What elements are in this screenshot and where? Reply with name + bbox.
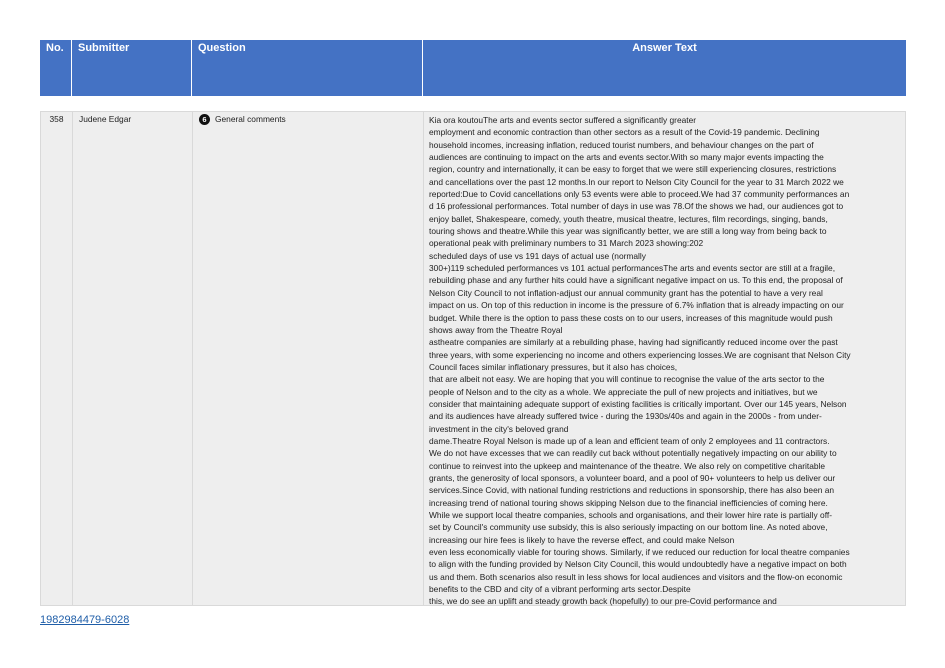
- submission-id-link[interactable]: 1982984479-6028: [40, 614, 130, 626]
- header-submitter: Submitter: [72, 40, 192, 96]
- answer-line: shows away from the Theatre Royal: [429, 324, 563, 335]
- header-question: Question: [192, 40, 423, 96]
- answer-line: people of Nelson and to the city as a whole. We appreciate the pull of new projects and initiatives, but we: [429, 386, 818, 397]
- answer-text-body: [429, 114, 901, 608]
- answer-line: reported:Due to Covid cancellations only 53 events were able to proceed.We had 37 community performances an: [429, 189, 850, 200]
- answer-line: rebuilding phase and any further hits could have a significant negative impact on us. To this end, the proposal of: [429, 275, 843, 286]
- answer-line: employment and economic contraction than other sectors as a result of the Covid-19 pandemic. Declining: [429, 127, 820, 138]
- question-number-icon: 6: [199, 114, 210, 125]
- answer-line: three years, with some experiencing no income and others experiencing losses.We are cognisant that Nelson City: [429, 349, 851, 360]
- answer-line: benefits to the CBD and city of a vibrant performing arts sector.Despite: [429, 584, 691, 595]
- answer-line: that are albeit not easy. We are hoping that you will continue to recognise the value of the arts sector to the: [429, 374, 825, 385]
- answer-line: Nelson City Council to not inflation-adjust our annual community grant has the potential to have a very real: [429, 287, 823, 298]
- answer-line: Kia ora koutouThe arts and events sector suffered a significantly greater: [429, 115, 697, 125]
- answer-line: grants, the generosity of local sponsors, a volunteer board, and a pool of 90+ volunteers to help us deliver our: [429, 472, 836, 483]
- answer-line: 300+)119 scheduled performances vs 101 actual performancesThe arts and events sector are still at a fragile,: [429, 263, 836, 274]
- answer-line: household incomes, increasing inflation, reduced tourist numbers, and behaviour changes on the part of: [429, 139, 814, 150]
- answer-line: us and them. Both scenarios also result in less shows for local audiences and visitors and the flow-on economic: [429, 571, 843, 582]
- answer-line: touring shows and theatre.While this year was significantly better, we are still a long way from being back to: [429, 226, 827, 237]
- row-number: 358: [41, 112, 73, 605]
- answer-line: to align with the funding provided by Nelson City Council, this would undoubtedly have a negative impact on both: [429, 559, 847, 570]
- answer-line: region, country and internationally, it can be easy to forget that we were still experiencing closures, restrictions: [429, 164, 837, 175]
- answer-line: While we support local theatre companies, schools and organisations, and their lower hire rate is partially off-: [429, 510, 832, 520]
- answer-line: increasing trend of national touring shows skipping Nelson due to the financial inefficiencies of coming here.: [429, 497, 828, 508]
- answer-line: and its audiences have already suffered twice - during the 1930s/40s and again in the 2000s - from under-: [429, 411, 822, 422]
- answer-line: and cancellations over the past 12 months.In our report to Nelson City Council for the year to 31 March 2022 we: [429, 176, 844, 187]
- answer-line: scheduled days of use vs 191 days of actual use (normally: [429, 250, 646, 261]
- header-no: No.: [40, 40, 72, 96]
- answer-line: consider that maintaining adequate support of existing facilities is critically important. Over our 145 years, Nelson: [429, 398, 847, 409]
- answer-line: continue to reinvest into the upkeep and maintenance of the theatre. We also rely on competitive charitable: [429, 460, 826, 471]
- answer-line: increasing our hire fees is likely to have the reverse effect, and could make Nelson: [429, 534, 735, 545]
- row-submitter: Judene Edgar: [73, 112, 193, 605]
- answer-line: budget. While there is the option to pass these costs on to our users, increases of this magnitude would push: [429, 312, 833, 323]
- row-question: [193, 112, 424, 605]
- answer-line: Council faces similar inflationary pressures, but it also has choices,: [429, 361, 678, 372]
- answer-line: even less economically viable for touring shows. Similarly, if we reduced our reduction for local theatre companies: [429, 547, 850, 558]
- answer-line: enjoy ballet, Shakespeare, comedy, youth theatre, musical theatre, lectures, film recordings, singing, bands,: [429, 213, 828, 224]
- answer-line: investment in the city's beloved grand: [429, 423, 569, 434]
- answer-line: We do not have excesses that we can readily cut back without potentially negatively impacting on our ability to: [429, 448, 837, 459]
- table-header: [40, 40, 906, 96]
- answer-line: operational peak with preliminary numbers to 31 March 2023 showing:202: [429, 238, 704, 249]
- question-label: General comments: [215, 114, 286, 124]
- answer-line: this, we do see an uplift and steady growth back (hopefully) to our pre-Covid performance and: [429, 596, 777, 607]
- answer-line: set by Council's community use subsidy, this is also seriously impacting on our bottom line. As noted above,: [429, 522, 828, 533]
- row-answer-text: [424, 112, 906, 605]
- answer-line: dame.Theatre Royal Nelson is made up of a lean and efficient team of only 2 employees and 11 contractors.: [429, 435, 830, 446]
- answer-line: audiences are continuing to impact on the arts and events sector.With so many major events impacting the: [429, 152, 824, 163]
- table-row: [40, 111, 906, 606]
- answer-line: services.Since Covid, with national funding restrictions and reductions in sponsorship, there has also been an: [429, 485, 835, 496]
- header-answer-text: Answer Text: [632, 42, 697, 54]
- answer-line: d 16 professional performances. Total number of days in use was 78.Of the shows we had, our audiences got to: [429, 201, 844, 212]
- answer-line: astheatre companies are similarly at a rebuilding phase, having had significantly reduced income over the past: [429, 337, 838, 348]
- answer-line: impact on us. On top of this reduction in income is the pressure of 6.7% inflation that is already impacting on our: [429, 300, 844, 311]
